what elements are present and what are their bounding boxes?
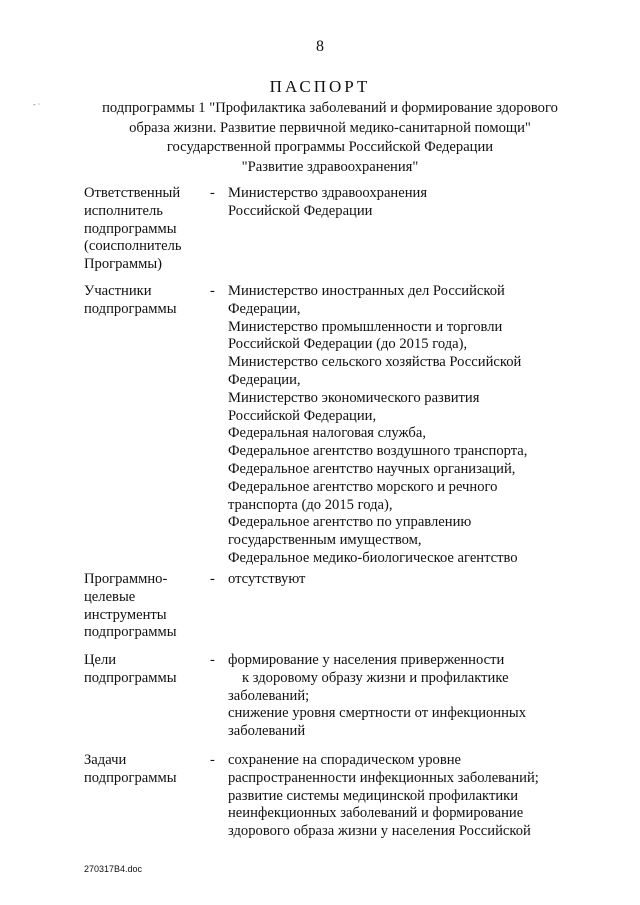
row-dash: - bbox=[210, 185, 215, 201]
row-label bbox=[84, 185, 204, 274]
value-line: заболеваний bbox=[228, 723, 306, 740]
margin-mark: - · bbox=[33, 100, 41, 109]
value-line: Российской Федерации (до 2015 года), bbox=[228, 336, 468, 353]
label-line: подпрограммы bbox=[84, 300, 177, 317]
value-line: Министерство иностранных дел Российской bbox=[228, 283, 505, 299]
label-line: Ответственный bbox=[84, 185, 181, 201]
row-label bbox=[84, 652, 204, 688]
value-line: Федеральное агентство морского и речного bbox=[228, 478, 498, 495]
value-line: Федеральная налоговая служба, bbox=[228, 425, 426, 442]
row-value bbox=[228, 652, 588, 741]
value-line: сохранение на спорадическом уровне bbox=[228, 752, 462, 768]
label-line: подпрограммы bbox=[84, 624, 177, 641]
value-line: Российской Федерации bbox=[228, 202, 373, 219]
value-line: Министерство экономического развития bbox=[228, 389, 480, 406]
page-title: ПАСПОРТ bbox=[269, 77, 371, 96]
value-line: Министерство здравоохранения bbox=[228, 185, 428, 201]
label-line: Цели bbox=[84, 652, 117, 668]
row-dash: - bbox=[210, 652, 215, 668]
row-label bbox=[84, 752, 204, 788]
row-label bbox=[84, 571, 204, 642]
label-line: подпрограммы bbox=[84, 669, 177, 686]
row-dash: - bbox=[210, 283, 215, 299]
label-line: Задачи bbox=[84, 752, 127, 768]
subtitle-line: образа жизни. Развитие первичной медико-санитарной помощи" bbox=[129, 119, 531, 136]
subtitle-line: подпрограммы 1 "Профилактика заболеваний и формирование здорового bbox=[102, 100, 558, 116]
row-label bbox=[84, 283, 204, 319]
label-line: Программно- bbox=[84, 571, 168, 587]
value-line: снижение уровня смертности от инфекционных bbox=[228, 705, 527, 722]
value-line: Федеральное агентство по управлению bbox=[228, 514, 472, 531]
row-value bbox=[228, 752, 588, 841]
label-line: целевые bbox=[84, 588, 136, 605]
value-line: Федерации, bbox=[228, 371, 301, 388]
label-line: Программы) bbox=[84, 256, 163, 273]
value-line: транспорта (до 2015 года), bbox=[228, 496, 393, 513]
label-line: исполнитель bbox=[84, 202, 163, 219]
row-value bbox=[228, 571, 588, 589]
value-line: Российской Федерации, bbox=[228, 407, 377, 424]
value-line: Министерство сельского хозяйства Российской bbox=[228, 354, 522, 371]
value-line: неинфекционных заболеваний и формирование bbox=[228, 805, 524, 822]
value-line: Министерство промышленности и торговли bbox=[228, 318, 503, 335]
label-line: Участники bbox=[84, 283, 152, 299]
row-value bbox=[228, 185, 588, 221]
value-line: формирование у населения приверженности bbox=[228, 652, 505, 668]
value-line: Федерации, bbox=[228, 300, 301, 317]
row-dash: - bbox=[210, 752, 215, 768]
subtitle-line: "Развитие здравоохранения" bbox=[241, 158, 419, 175]
document-subtitle bbox=[70, 99, 590, 177]
value-line: Федеральное агентство научных организаций, bbox=[228, 460, 516, 477]
label-line: подпрограммы bbox=[84, 769, 177, 786]
label-line: (соисполнитель bbox=[84, 238, 182, 255]
value-line: государственным имуществом, bbox=[228, 532, 422, 549]
subtitle-line: государственной программы Российской Федерации bbox=[166, 139, 494, 155]
value-line: здорового образа жизни у населения Российской bbox=[228, 823, 531, 840]
value-line: Федеральное агентство воздушного транспорта, bbox=[228, 443, 528, 460]
page-number: 8 bbox=[316, 38, 324, 55]
row-value bbox=[228, 283, 588, 568]
value-line: отсутствуют bbox=[228, 571, 306, 587]
value-line: распространенности инфекционных заболеваний; bbox=[228, 769, 539, 786]
label-line: инструменты bbox=[84, 606, 167, 623]
value-line: развитие системы медицинской профилактики bbox=[228, 787, 519, 804]
value-line: заболеваний; bbox=[228, 687, 310, 704]
label-line: подпрограммы bbox=[84, 220, 177, 237]
row-dash: - bbox=[210, 571, 215, 587]
value-line: к здоровому образу жизни и профилактике bbox=[242, 669, 509, 686]
file-footer: 270317B4.doc bbox=[84, 864, 143, 874]
value-line: Федеральное медико-биологическое агентство bbox=[228, 549, 518, 566]
